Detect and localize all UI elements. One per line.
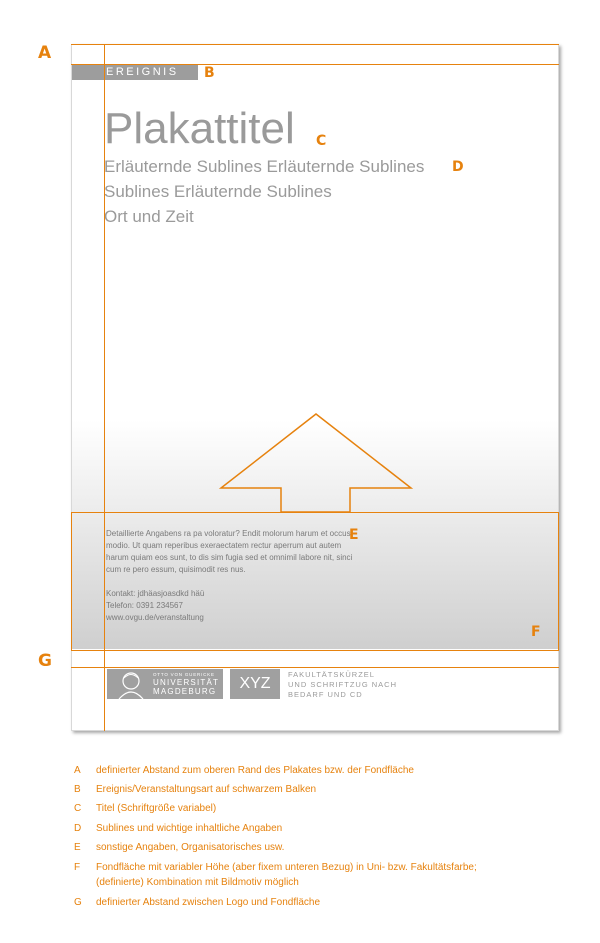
subline-place-time: Ort und Zeit (104, 207, 194, 226)
faculty-line-2: UND SCHRIFTZUG NACH (288, 680, 397, 689)
guericke-portrait-icon (111, 669, 151, 699)
legend-key: C (74, 803, 82, 814)
event-bar: EREIGNIS (72, 65, 198, 80)
body-line-4: cum re pero essum, quisimodit res nus. (106, 565, 246, 574)
arrow-up-icon (218, 412, 414, 514)
marker-c: C (316, 133, 327, 149)
marker-b: B (204, 65, 215, 81)
logo-small-line: OTTO VON GUERICKE (153, 672, 215, 677)
legend-text: definierter Abstand zwischen Logo und Fondfläche (96, 897, 321, 908)
legend-key: D (74, 823, 82, 834)
legend-text: (definierte) Kombination mit Bildmotiv möglich (96, 877, 299, 888)
marker-f: F (531, 624, 541, 640)
legend-text: Sublines und wichtige inhaltliche Angaben (96, 823, 283, 834)
legend-text: Fondfläche mit variabler Höhe (aber fixem unteren Bezug) in Uni- bzw. Fakultätsfarbe; (96, 862, 477, 873)
contact-line-1: Kontakt: jdhäasjoasdkd häü (106, 589, 205, 598)
faculty-text (288, 670, 397, 700)
body-line-2: modio. Ut quam reperibus exeraectatem rectur aperrum aut autem (106, 541, 342, 550)
university-logo (107, 669, 223, 699)
subline-2: Sublines Erläuternde Sublines (104, 182, 332, 201)
legend-key: B (74, 784, 81, 795)
legend-text: Titel (Schriftgröße variabel) (96, 803, 217, 814)
faculty-line-3: BEDARF UND CD (288, 690, 363, 699)
legend-key: G (74, 897, 82, 908)
guide-top-edge (71, 44, 559, 45)
guide-a-spacing (71, 64, 559, 65)
faculty-abbrev-box: XYZ (230, 669, 280, 699)
legend-text: sonstige Angaben, Organisatorisches usw. (96, 842, 285, 853)
logo-line-1: UNIVERSITÄT (153, 678, 220, 687)
logo-line-2: MAGDEBURG (153, 687, 217, 696)
marker-e: E (349, 527, 359, 543)
legend-key: F (74, 862, 81, 873)
contact-line-3: www.ovgu.de/veranstaltung (106, 613, 204, 622)
marker-d: D (452, 159, 464, 175)
poster-title: Plakattitel (104, 104, 295, 153)
faculty-line-1: FAKULTÄTSKÜRZEL (288, 670, 375, 679)
contact-line-2: Telefon: 0391 234567 (106, 601, 183, 610)
body-line-3: harum quiam eos sunt, to dis sim fugia sed et omnimil labore nit, sinci (106, 553, 353, 562)
guide-fond-box (71, 512, 559, 651)
marker-a: A (38, 43, 52, 63)
legend-key: A (74, 765, 81, 776)
marker-g: G (38, 651, 52, 671)
legend-text: definierter Abstand zum oberen Rand des Plakates bzw. der Fondfläche (96, 765, 414, 776)
subline-1: Erläuternde Sublines Erläuternde Sublines (104, 157, 425, 176)
legend-text: Ereignis/Veranstaltungsart auf schwarzem Balken (96, 784, 317, 795)
legend-key: E (74, 842, 81, 853)
body-line-1: Detaillierte Angabens ra pa voloratur? Endit molorum harum et occus (106, 529, 351, 538)
guide-g-spacing (71, 667, 559, 668)
